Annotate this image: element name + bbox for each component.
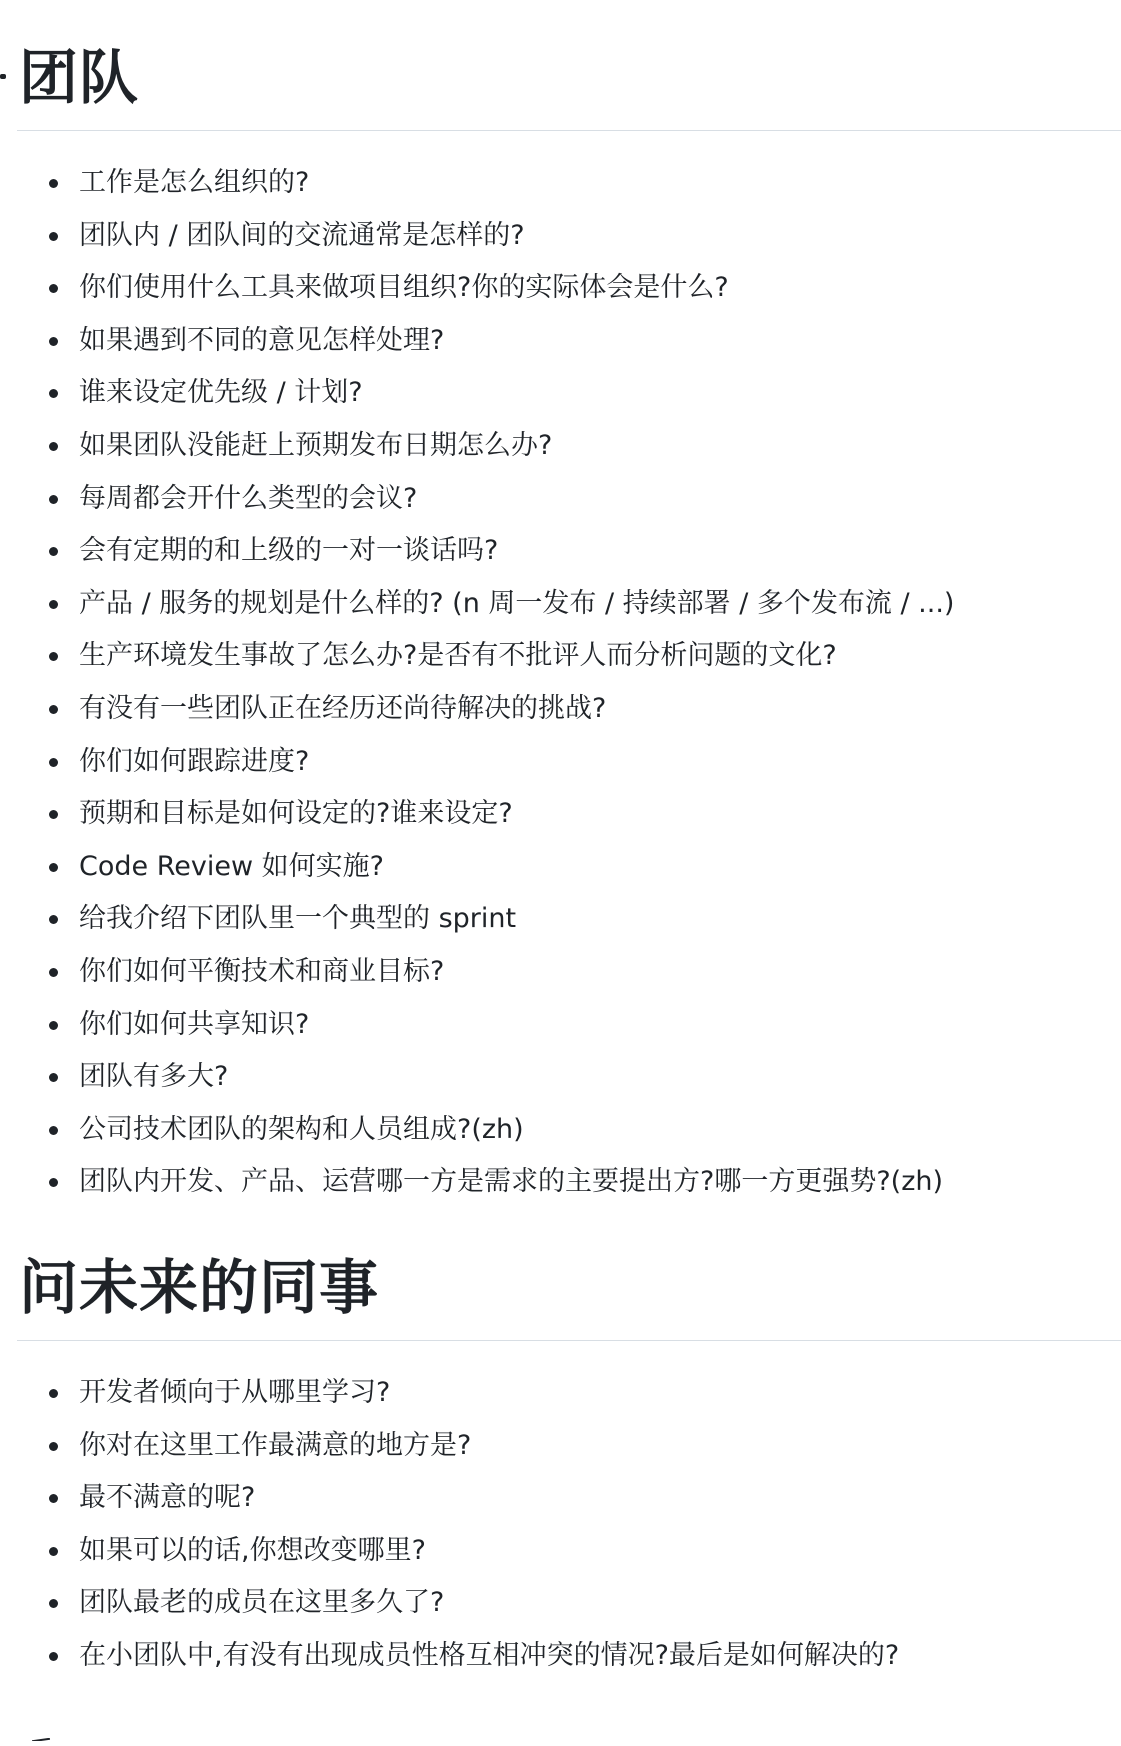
section-divider [17, 130, 1121, 131]
bullet-icon [49, 337, 58, 346]
list-item [19, 1630, 1121, 1683]
list-item [19, 630, 1121, 683]
list-item [19, 315, 1121, 368]
list-item-text: 你们如何平衡技术和商业目标? [79, 955, 445, 987]
list-item [19, 1420, 1121, 1473]
list-item-text: 如果团队没能赶上预期发布日期怎么办? [79, 429, 553, 461]
bullet-icon [49, 810, 58, 819]
bullet-icon [49, 1547, 58, 1556]
bullet-icon [49, 1126, 58, 1135]
bullet-icon [49, 705, 58, 714]
list-item-text: 在小团队中,有没有出现成员性格互相冲突的情况?最后是如何解决的? [79, 1639, 900, 1671]
section-title-future-colleagues: 问未来的同事 [19, 1253, 380, 1322]
bullet-icon [49, 1389, 58, 1398]
list-item-text: 每周都会开什么类型的会议? [79, 482, 418, 514]
bullet-icon [49, 284, 58, 293]
list-item [19, 1472, 1121, 1525]
list-item-text: 公司技术团队的架构和人员组成?(zh) [79, 1113, 524, 1145]
list-item [19, 1051, 1121, 1104]
list-item-text: 有没有一些团队正在经历还尚待解决的挑战? [79, 692, 607, 724]
bullet-icon [49, 547, 58, 556]
list-item-text: 如果遇到不同的意见怎样处理? [79, 324, 445, 356]
question-list-team [19, 157, 1121, 1209]
list-item-text: 预期和目标是如何设定的?谁来设定? [79, 798, 513, 830]
list-item [19, 841, 1121, 894]
list-item [19, 946, 1121, 999]
list-item [19, 367, 1121, 420]
list-item [19, 1104, 1121, 1157]
list-item-text: 你们如何共享知识? [79, 1008, 310, 1040]
list-item [19, 525, 1121, 578]
list-item-text: 团队内 / 团队间的交流通常是怎样的? [79, 219, 525, 251]
list-item-text: 开发者倾向于从哪里学习? [79, 1377, 391, 1408]
list-item [19, 683, 1121, 736]
section-team [19, 43, 1121, 1209]
list-item-text: 团队内开发、产品、运营哪一方是需求的主要提出方?哪一方更强势?(zh) [79, 1166, 944, 1198]
bullet-icon [49, 1494, 58, 1503]
list-item-text: 给我介绍下团队里一个典型的 sprint [79, 903, 517, 935]
bullet-icon [49, 1073, 58, 1082]
bullet-icon [49, 652, 58, 661]
list-item-text: 团队最老的成员在这里多久了? [79, 1587, 445, 1619]
next-section-partial-glyph [32, 1738, 54, 1741]
bullet-icon [49, 1021, 58, 1030]
list-item-text: 你们使用什么工具来做项目组织?你的实际体会是什么? [79, 272, 729, 304]
bullet-icon [49, 389, 58, 398]
bullet-icon [49, 600, 58, 609]
list-item [19, 1367, 1121, 1420]
bullet-icon [49, 232, 58, 241]
list-item-text: 工作是怎么组织的? [79, 167, 310, 198]
bullet-icon [49, 968, 58, 977]
bullet-icon [49, 1178, 58, 1187]
list-item-text: 你们如何跟踪进度? [79, 745, 310, 777]
list-item [19, 788, 1121, 841]
list-item-text: Code Review 如何实施? [79, 850, 384, 882]
bullet-icon [49, 1652, 58, 1661]
section-title-team: 团队 [19, 43, 140, 112]
list-item-text: 产品 / 服务的规划是什么样的? (n 周一发布 / 持续部署 / 多个发布流 / ...) [79, 587, 955, 619]
list-item-text: 会有定期的和上级的一对一谈话吗? [79, 535, 499, 567]
list-item [19, 999, 1121, 1052]
list-item-text: 谁来设定优先级 / 计划? [79, 377, 363, 409]
bullet-icon [49, 442, 58, 451]
bullet-icon [49, 1442, 58, 1451]
heading-anchor-mark [0, 74, 6, 79]
list-item-text: 如果可以的话,你想改变哪里? [79, 1534, 426, 1566]
list-item [19, 736, 1121, 789]
list-item [19, 1156, 1121, 1209]
list-item-text: 你对在这里工作最满意的地方是? [79, 1429, 472, 1461]
list-item-text: 团队有多大? [79, 1061, 229, 1093]
list-item [19, 578, 1121, 631]
list-item-text: 最不满意的呢? [79, 1482, 256, 1514]
list-item-text: 生产环境发生事故了怎么办?是否有不批评人而分析问题的文化? [79, 640, 837, 672]
bullet-icon [49, 758, 58, 767]
list-item [19, 893, 1121, 946]
list-item [19, 420, 1121, 473]
bullet-icon [49, 495, 58, 504]
list-item [19, 1525, 1121, 1578]
list-item [19, 1577, 1121, 1630]
list-item [19, 157, 1121, 210]
bullet-icon [49, 915, 58, 924]
bullet-icon [49, 863, 58, 872]
list-item [19, 473, 1121, 526]
bullet-icon [49, 1599, 58, 1608]
bullet-icon [49, 179, 58, 188]
section-divider [17, 1340, 1121, 1341]
list-item [19, 210, 1121, 263]
list-item [19, 262, 1121, 315]
section-future-colleagues [19, 1253, 1121, 1683]
question-list-future-colleagues [19, 1367, 1121, 1683]
